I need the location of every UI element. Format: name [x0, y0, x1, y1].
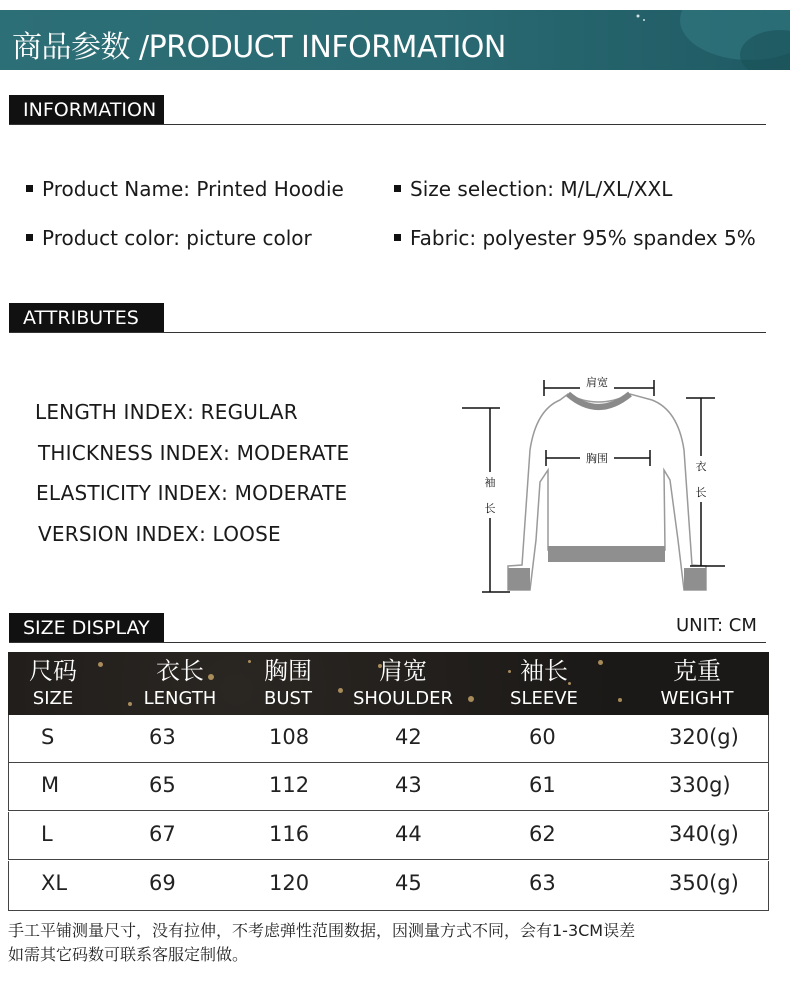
bullet-icon [26, 185, 33, 192]
sleeve-label: 长 [484, 502, 496, 515]
page-title: 商品参数 /PRODUCT INFORMATION [12, 30, 506, 65]
cell-shoulder: 42 [395, 725, 422, 749]
measurement-note [8, 919, 635, 967]
attr-thickness-index: THICKNESS INDEX: MODERATE [38, 441, 350, 465]
cell-length: 65 [149, 773, 176, 797]
length-label: 衣 [695, 460, 707, 473]
header-length: 衣长 LENGTH [143, 657, 217, 709]
cell-size: L [41, 822, 53, 846]
section-divider [9, 124, 766, 125]
cell-bust: 112 [269, 773, 310, 797]
size-table [8, 652, 769, 911]
table-row [8, 715, 769, 763]
cell-bust: 120 [269, 871, 310, 895]
cell-length: 67 [149, 822, 176, 846]
decorative-pattern-icon [600, 10, 790, 70]
cell-weight: 340(g) [669, 822, 739, 846]
sleeve-label: 袖 [484, 476, 496, 489]
cell-sleeve: 63 [529, 871, 556, 895]
table-row [8, 812, 769, 860]
cell-size: XL [41, 871, 68, 895]
cell-bust: 108 [269, 725, 310, 749]
attr-version-index: VERSION INDEX: LOOSE [38, 522, 281, 546]
page-banner [0, 10, 790, 70]
cell-bust: 116 [269, 822, 310, 846]
bullet-icon [394, 234, 401, 241]
shoulder-label: 肩宽 [586, 376, 608, 389]
attr-length-index: LENGTH INDEX: REGULAR [35, 400, 298, 424]
cell-shoulder: 45 [395, 871, 422, 895]
cell-length: 63 [149, 725, 176, 749]
note-line: 如需其它码数可联系客服定制做。 [8, 945, 249, 964]
bullet-icon [26, 234, 33, 241]
unit-label: UNIT: CM [676, 615, 757, 636]
size-table-header [8, 652, 769, 715]
cell-sleeve: 60 [529, 725, 556, 749]
cell-length: 69 [149, 871, 176, 895]
section-tab-size-display: SIZE DISPLAY [9, 613, 164, 643]
info-product-name: Product Name: Printed Hoodie [26, 177, 344, 201]
info-product-color: Product color: picture color [26, 226, 312, 250]
cell-weight: 350(g) [669, 871, 739, 895]
cell-shoulder: 43 [395, 773, 422, 797]
note-line: 手工平铺测量尺寸，没有拉伸，不考虑弹性范围数据，因测量方式不同，会有1-3CM误差 [8, 921, 636, 940]
table-row [8, 861, 769, 911]
header-bust: 胸围 BUST [264, 657, 312, 709]
cell-weight: 320(g) [669, 725, 739, 749]
header-size: 尺码 SIZE [29, 657, 77, 709]
cell-sleeve: 61 [529, 773, 556, 797]
header-shoulder: 肩宽 SHOULDER [352, 657, 454, 709]
length-label: 长 [695, 486, 707, 499]
cell-weight: 330g) [669, 773, 731, 797]
table-row [8, 763, 769, 811]
cell-shoulder: 44 [395, 822, 422, 846]
cell-size: S [41, 725, 55, 749]
bullet-icon [394, 185, 401, 192]
attr-elasticity-index: ELASTICITY INDEX: MODERATE [36, 481, 348, 505]
section-tab-attributes: ATTRIBUTES [9, 303, 164, 333]
header-sleeve: 袖长 SLEEVE [510, 657, 578, 709]
sweatshirt-diagram [440, 370, 740, 605]
bust-label: 胸围 [586, 452, 608, 465]
info-fabric: Fabric: polyester 95% spandex 5% [394, 226, 756, 250]
section-tab-information: INFORMATION [9, 95, 164, 125]
section-divider [9, 642, 766, 643]
cell-size: M [41, 773, 60, 797]
section-divider [9, 332, 766, 333]
cell-sleeve: 62 [529, 822, 556, 846]
info-size-selection: Size selection: M/L/XL/XXL [394, 177, 672, 201]
header-weight: 克重 WEIGHT [660, 657, 734, 709]
